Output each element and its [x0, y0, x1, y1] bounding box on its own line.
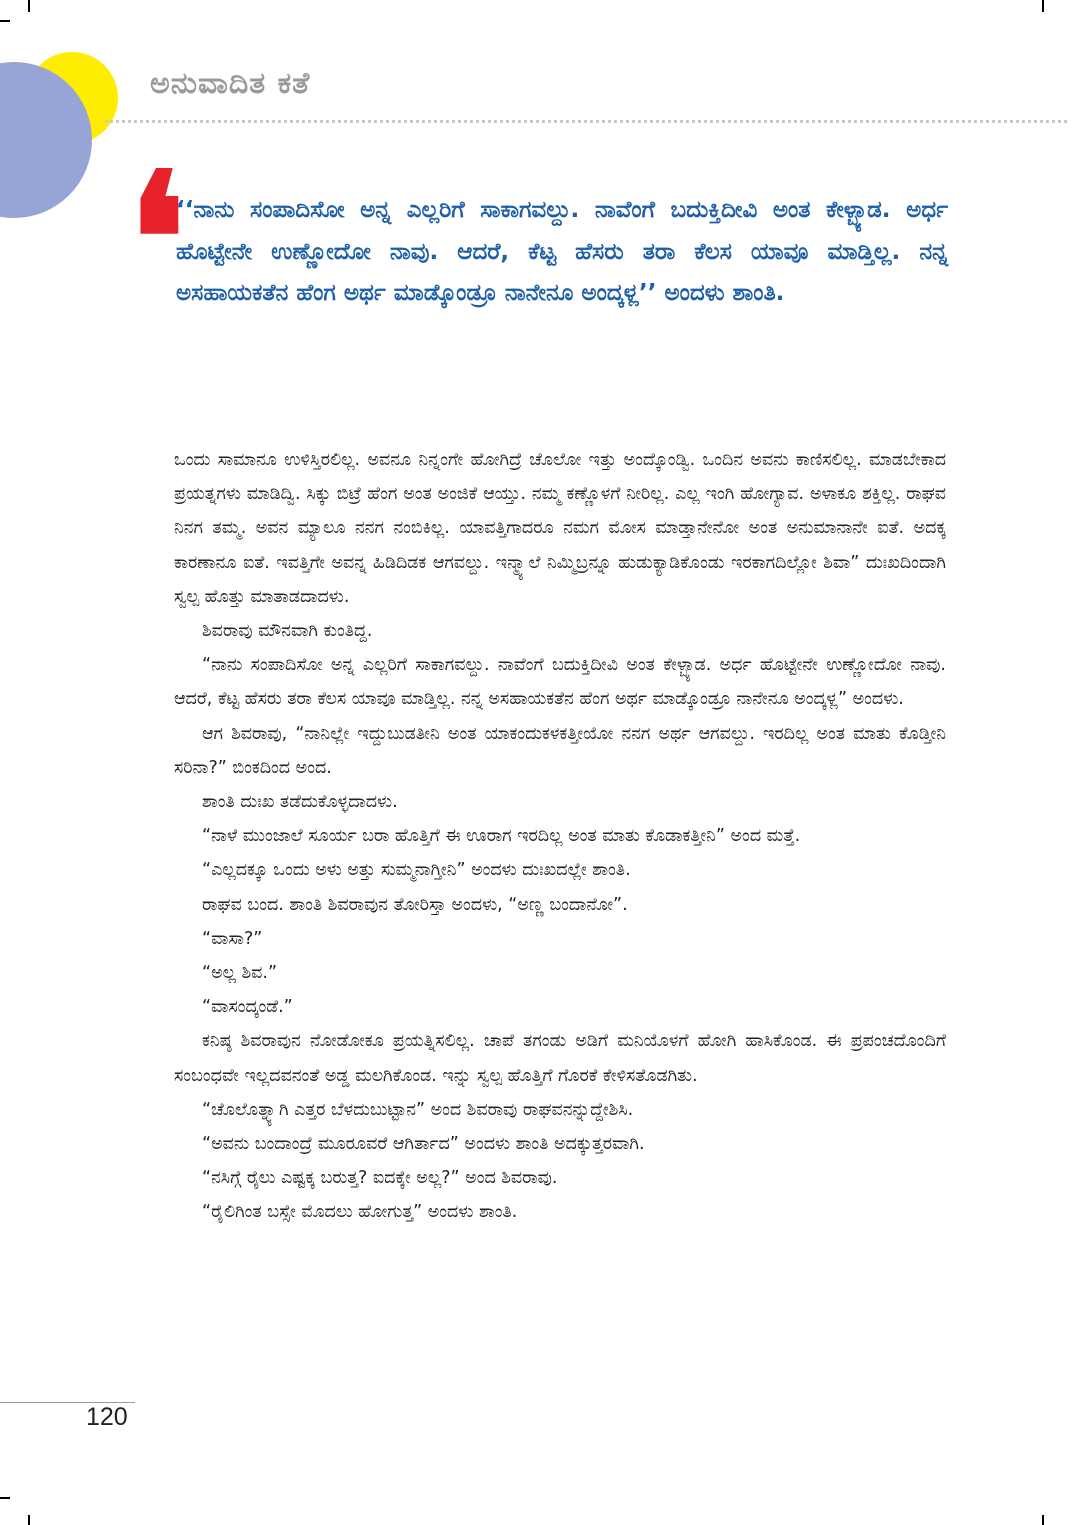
- body-paragraph: “ಅಲ್ಲ ಶಿವ.”: [202, 963, 278, 984]
- body-paragraph: “ನಾನು ಸಂಪಾದಿಸೋ ಅನ್ನ ಎಲ್ಲರಿಗೆ ಸಾಕಾಗವಲ್ದು. ನಾವೆಂಗೆ ಬದುಕ್ತಿದೀವಿ ಅಂತ ಕೇಳ್ಬ್ಯಾಡ. ಅರ್ಧ ಹೊಟ್ಟೇನೇ ಉಣ್ಣೋದೋ ನಾವು. ಆದರೆ, ಕೆಟ್ಟ ಹೆಸರು ತರಾ ಕೆಲಸ ಯಾವೂ ಮಾಡ್ತಿಲ್ಲ. ನನ್ನ ಅಸಹಾಯಕತೆನ ಹೆಂಗ ಅರ್ಥ ಮಾಡ್ಕೊಂಡ್ರೂ ನಾನೇನೂ ಅಂದ್ಕಳ್ಲ” ಅಂದಳು.: [174, 655, 946, 710]
- body-paragraph: ರಾಘವ ಬಂದ. ಶಾಂತಿ ಶಿವರಾವುನ ತೋರಿಸ್ತಾ ಅಂದಳು, “ಅಣ್ಣ ಬಂದಾನೋ”.: [202, 894, 628, 915]
- page-number: 120: [86, 1403, 128, 1431]
- pull-quote: ‘‘ನಾನು ಸಂಪಾದಿಸೋ ಅನ್ನ ಎಲ್ಲರಿಗೆ ಸಾಕಾಗವಲ್ದು. ನಾವೆಂಗೆ ಬದುಕ್ತಿದೀವಿ ಅಂತ ಕೇಳ್ಬ್ಯಾಡ. ಅರ್ಧ ಹೊಟ್ಟೇನೇ ಉಣ್ಣೋದೋ ನಾವು. ಆದರೆ, ಕೆಟ್ಟ ಹೆಸರು ತರಾ ಕೆಲಸ ಯಾವೂ ಮಾಡ್ತಿಲ್ಲ. ನನ್ನ ಅಸಹಾಯಕತೆನ ಹೆಂಗ ಅರ್ಥ ಮಾಡ್ಕೊಂಡ್ರೂ ನಾನೇನೂ ಅಂದ್ಕಳ್ಲ’’ ಅಂದಳು ಶಾಂತಿ.: [176, 197, 948, 306]
- decorative-circles: [0, 0, 140, 220]
- body-paragraph: ಆಗ ಶಿವರಾವು, “ನಾನಿಲ್ಲೇ ಇದ್ದುಬುಡತೀನಿ ಅಂತ ಯಾಕಂದುಕಳಕತ್ತೀಯೋ ನನಗ ಅರ್ಥ ಆಗವಲ್ದು. ಇರದಿಲ್ಲ ಅಂತ ಮಾತು ಕೊಡ್ತೀನಿ ಸರಿನಾ?” ಬಿಂಕದಿಂದ ಅಂದ.: [174, 723, 946, 778]
- quote-mark-icon: ❛: [128, 134, 187, 345]
- body-paragraph: ಶಿವರಾವು ಮೌನವಾಗಿ ಕುಂತಿದ್ದ.: [202, 621, 373, 642]
- body-paragraph: ಶಾಂತಿ ದುಃಖ ತಡೆದುಕೊಳ್ಳದಾದಳು.: [202, 792, 398, 813]
- story-body: [174, 443, 946, 1230]
- crop-mark-top-right: [1042, 0, 1044, 12]
- body-paragraph: ಒಂದು ಸಾಮಾನೂ ಉಳಿಸ್ತಿರಲಿಲ್ಲ. ಅವನೂ ನಿನ್ನಂಗೇ ಹೋಗಿದ್ರೆ ಚೊಲೋ ಇತ್ತು ಅಂದ್ಕೊಂಡ್ವಿ. ಒಂದಿನ ಅವನು ಕಾಣಿಸಲಿಲ್ಲ. ಮಾಡಬೇಕಾದ ಪ್ರಯತ್ನಗಳು ಮಾಡಿದ್ವಿ. ಸಿಕ್ಕು ಬಿಟ್ರೆ ಹೆಂಗ ಅಂತ ಅಂಜಿಕೆ ಆಯ್ತು. ನಮ್ಮ ಕಣ್ಣೊಳಗೆ ನೀರಿಲ್ಲ. ಎಲ್ಲ ಇಂಗಿ ಹೋಗ್ಯಾವ. ಅಳಾಕೂ ಶಕ್ತಿಲ್ಲ. ರಾಘವ ನಿನಗ ತಮ್ಮ. ಅವನ ಮ್ಯಾಲೂ ನನಗ ನಂಬಿಕಿಲ್ಲ. ಯಾವತ್ತಿಗಾದರೂ ನಮಗ ಮೋಸ ಮಾಡ್ತಾನೇನೋ ಅಂತ ಅನುಮಾನಾನೇ ಐತೆ. ಅದಕ್ಕ ಕಾರಣಾನೂ ಐತೆ. ಇವತ್ತಿಗೇ ಅವನ್ನ ಹಿಡಿದಿಡಕ ಆಗವಲ್ದು. ಇನ್ಮ್ಯಾಲೆ ನಿಮ್ಮಿಬ್ರನ್ನೂ ಹುಡುಕ್ಯಾಡಿಕೊಂಡು ಇರಕಾಗದಿಲ್ಲೋ ಶಿವಾ” ದುಃಖದಿಂದಾಗಿ ಸ್ವಲ್ಪ ಹೊತ್ತು ಮಾತಾಡದಾದಳು.: [174, 450, 946, 607]
- body-paragraph: “ಎಲ್ಲದಕ್ಕೂ ಒಂದು ಅಳು ಅತ್ತು ಸುಮ್ಮನಾಗ್ತೀನಿ” ಅಂದಳು ದುಃಖದಲ್ಲೇ ಶಾಂತಿ.: [202, 860, 631, 881]
- section-title: ಅನುವಾದಿತ ಕತೆ: [150, 66, 311, 101]
- crop-mark-left-bottom: [0, 1497, 10, 1499]
- body-paragraph: “ಅವನು ಬಂದಾಂದ್ರೆ ಮೂರೂವರೆ ಆಗಿರ್ತಾದ” ಅಂದಳು ಶಾಂತಿ ಅದಕ್ಕುತ್ತರವಾಗಿ.: [202, 1134, 645, 1155]
- header-dotted-divider: [105, 120, 1067, 123]
- crop-mark-bottom-left: [28, 1515, 30, 1525]
- body-paragraph: ಕನಿಷ್ಠ ಶಿವರಾವುನ ನೋಡೋಕೂ ಪ್ರಯತ್ನಿಸಲಿಲ್ಲ. ಚಾಪೆ ತಗಂಡು ಅಡಿಗೆ ಮನಿಯೊಳಗೆ ಹೋಗಿ ಹಾಸಿಕೊಂಡ. ಈ ಪ್ರಪಂಚದೊಂದಿಗೆ ಸಂಬಂಧವೇ ಇಲ್ಲದವನಂತೆ ಅಡ್ಡ ಮಲಗಿಕೊಂಡ. ಇನ್ನು ಸ್ವಲ್ಪ ಹೊತ್ತಿಗೆ ಗೊರಕೆ ಕೇಳಿಸತೊಡಗಿತು.: [174, 1031, 946, 1086]
- body-paragraph: “ರೈಲಿಗಿಂತ ಬಸ್ಸೇ ಮೊದಲು ಹೋಗುತ್ತ” ಅಂದಳು ಶಾಂತಿ.: [202, 1202, 518, 1223]
- crop-mark-bottom-right: [1042, 1515, 1044, 1525]
- body-paragraph: “ಚೊಲೊತ್ನ್ಯಾಗಿ ಎತ್ತರ ಬೆಳದುಬುಟ್ಟಾನ” ಅಂದ ಶಿವರಾವು ರಾಘವನನ್ನುದ್ದೇಶಿಸಿ.: [202, 1099, 634, 1120]
- body-paragraph: “ನಾಳೆ ಮುಂಜಾಲೆ ಸೂರ್ಯ ಬರಾ ಹೊತ್ತಿಗೆ ಈ ಊರಾಗ ಇರದಿಲ್ಲ ಅಂತ ಮಾತು ಕೊಡಾಕತ್ತೀನಿ” ಅಂದ ಮತ್ತೆ.: [202, 826, 801, 847]
- body-paragraph: “ನಸಿಗ್ಗೆ ರೈಲು ಎಷ್ಟಕ್ಕ ಬರುತ್ತ? ಐದಕ್ಕೇ ಅಲ್ಲ?” ಅಂದ ಶಿವರಾವು.: [202, 1168, 558, 1189]
- body-paragraph: “ವಾಸಾ?”: [202, 928, 263, 949]
- body-paragraph: “ವಾಸಂದ್ಕಂಡೆ.”: [202, 997, 293, 1018]
